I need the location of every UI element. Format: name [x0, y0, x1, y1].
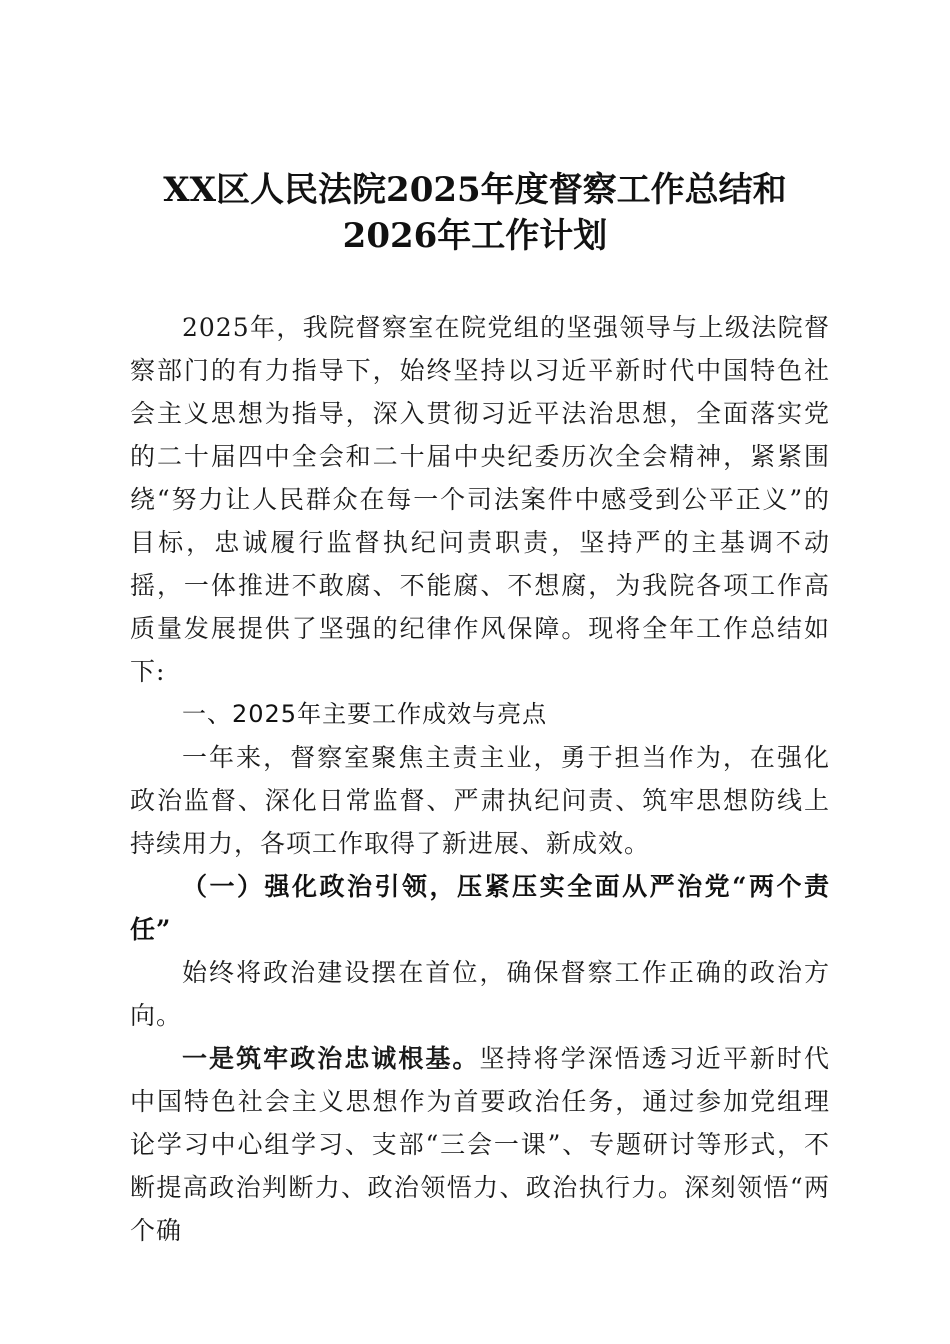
section-1-paragraph: 一年来，督察室聚焦主责主业，勇于担当作为，在强化政治监督、深化日常监督、严肃执纪问责、筑牢思想防线上持续用力，各项工作取得了新进展、新成效。	[130, 743, 830, 858]
document-title-line-1: XX区人民法院2025年度督察工作总结和	[163, 170, 787, 210]
point-1-text: 坚持将学深悟透习近平新时代中国特色社会主义思想作为首要政治任务，通过参加党组理论学习中心组学习、支部“三会一课”、专题研讨等形式，不断提高政治判断力、政治领悟力、政治执行力。深刻领悟“两个确	[130, 1044, 830, 1245]
subsection-1-paragraph: 始终将政治建设摆在首位，确保督察工作正确的政治方向。	[130, 958, 830, 1030]
subsection-heading-1: （一）强化政治引领，压紧压实全面从严治党“两个责任”	[130, 872, 830, 944]
document-title-line-2: 2026年工作计划	[342, 216, 608, 256]
intro-paragraph: 2025年，我院督察室在院党组的坚强领导与上级法院督察部门的有力指导下，始终坚持以习近平新时代中国特色社会主义思想为指导，深入贯彻习近平法治思想，全面落实党的二十届四中全会和二十届中央纪委历次全会精神，紧紧围绕“努力让人民群众在每一个司法案件中感受到公平正义”的目标，忠诚履行监督执纪问责职责，坚持严的主基调不动摇，一体推进不敢腐、不能腐、不想腐，为我院各项工作高质量发展提供了坚强的纪律作风保障。现将全年工作总结如下:	[130, 313, 830, 686]
section-heading-1: 一、2025年主要工作成效与亮点	[182, 700, 548, 728]
document-body	[130, 306, 830, 1252]
point-1-lead: 一是筑牢政治忠诚根基。	[182, 1044, 480, 1073]
point-1-paragraph	[130, 1037, 830, 1252]
